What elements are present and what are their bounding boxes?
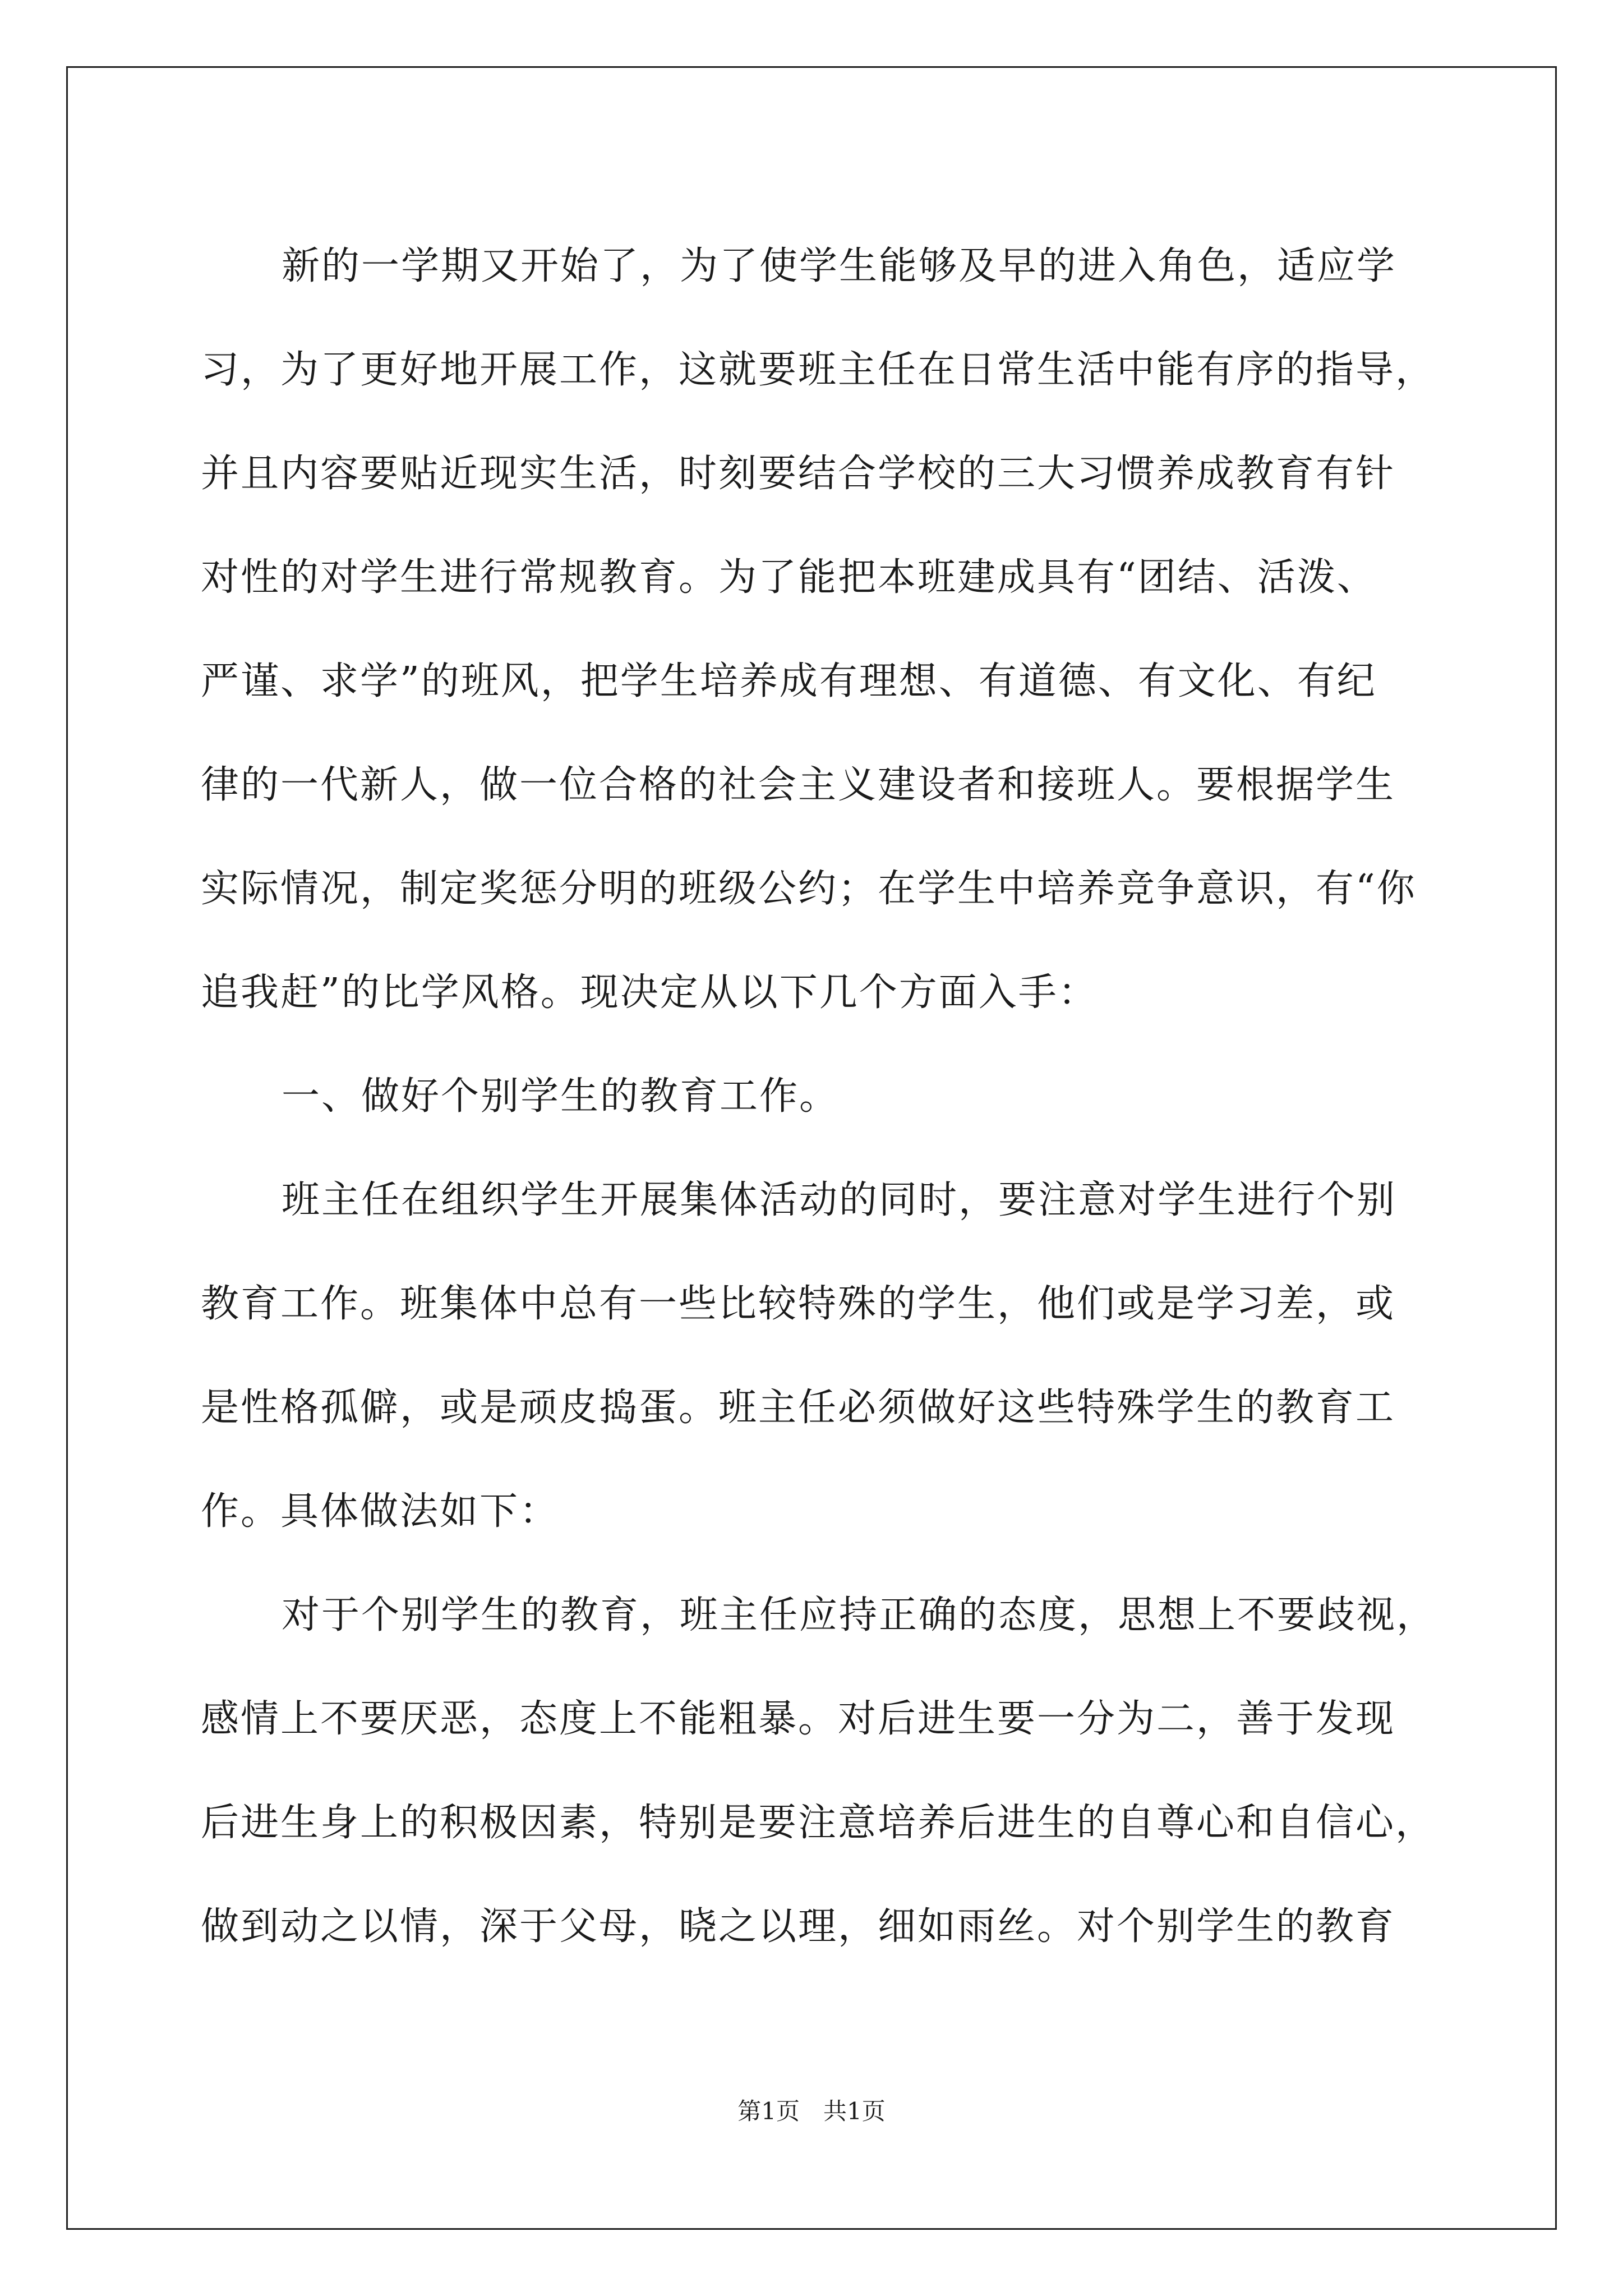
- page-count: 共1页: [823, 2097, 886, 2125]
- text-line: 对性的对学生进行常规教育。为了能把本班建成具有“团结、活泼、: [201, 555, 1377, 600]
- text-line: 并且内容要贴近现实生活，时刻要结合学校的三大习惯养成教育有针: [201, 452, 1396, 496]
- text-line: 是性格孤僻，或是顽皮捣蛋。班主任必须做好这些特殊学生的教育工: [201, 1386, 1396, 1430]
- text-line: 教育工作。班集体中总有一些比较特殊的学生，他们或是学习差，或: [201, 1282, 1396, 1326]
- text-line: 习，为了更好地开展工作，这就要班主任在日常生活中能有序的指导，: [201, 348, 1436, 392]
- section-heading: 一、做好个别学生的教育工作。: [282, 1074, 840, 1119]
- page-footer: [0, 2095, 1623, 2128]
- text-line: 律的一代新人，做一位合格的社会主义建设者和接班人。要根据学生: [201, 763, 1396, 807]
- document-body: [201, 214, 1437, 1978]
- text-line: 追我赶”的比学风格。现决定从以下几个方面入手：: [201, 970, 1098, 1015]
- text-line: 班主任在组织学生开展集体活动的同时，要注意对学生进行个别: [282, 1178, 1397, 1222]
- text-line: 感情上不要厌恶，态度上不能粗暴。对后进生要一分为二，善于发现: [201, 1697, 1396, 1741]
- text-line: 作。具体做法如下：: [201, 1489, 560, 1534]
- text-line: 后进生身上的积极因素，特别是要注意培养后进生的自尊心和自信心，: [201, 1801, 1436, 1845]
- text-line: 实际情况，制定奖惩分明的班级公约；在学生中培养竞争意识，有“你: [201, 867, 1417, 911]
- text-line: 做到动之以情，深于父母，晓之以理，细如雨丝。对个别学生的教育: [201, 1904, 1396, 1949]
- page-number: 第1页: [737, 2097, 800, 2125]
- text-line: 严谨、求学”的班风，把学生培养成有理想、有道德、有文化、有纪: [201, 659, 1377, 703]
- text-line: 对于个别学生的教育，班主任应持正确的态度，思想上不要歧视，: [282, 1593, 1437, 1637]
- text-line: 新的一学期又开始了，为了使学生能够及早的进入角色，适应学: [282, 244, 1397, 288]
